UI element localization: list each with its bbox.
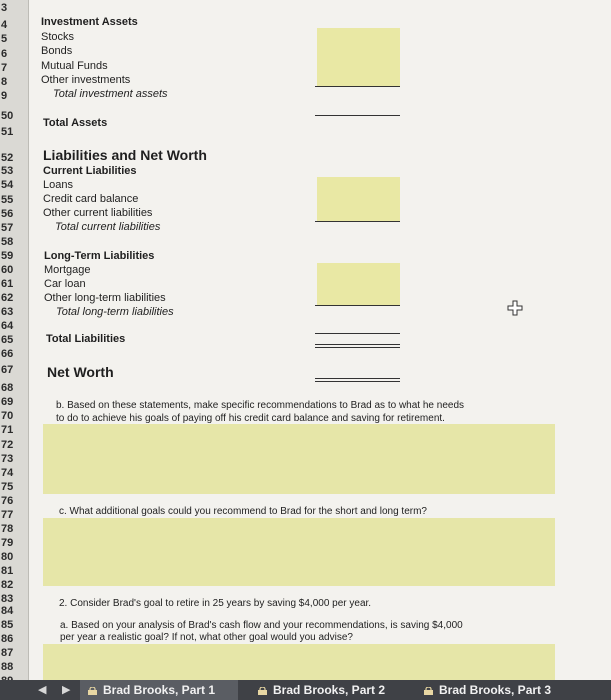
- row-number[interactable]: 53: [1, 165, 14, 177]
- other-current-label: Other current liabilities: [43, 207, 153, 219]
- row-number[interactable]: 76: [1, 495, 14, 507]
- row-number[interactable]: 67: [1, 364, 14, 376]
- row-number[interactable]: 61: [1, 278, 14, 290]
- longterm-subtotal-line: [315, 305, 400, 306]
- row-number[interactable]: 9: [1, 90, 8, 102]
- credit-card-label: Credit card balance: [43, 193, 139, 205]
- row-number[interactable]: 68: [1, 382, 14, 394]
- row-number[interactable]: 50: [1, 110, 14, 122]
- cell-cursor-icon: [507, 300, 523, 316]
- row-number[interactable]: 65: [1, 334, 14, 346]
- row-header: [0, 0, 29, 680]
- tab-part-2-label: Brad Brooks, Part 2: [273, 683, 386, 697]
- row-number[interactable]: 6: [1, 48, 8, 60]
- prev-sheet-icon[interactable]: ◀: [38, 684, 47, 696]
- row-number[interactable]: 86: [1, 633, 14, 645]
- answer-b-box[interactable]: [43, 424, 555, 494]
- question-2a-line1: a. Based on your analysis of Brad's cash flow and your recommendations, is saving $4,000: [60, 620, 463, 631]
- answer-2a-box[interactable]: [43, 644, 555, 680]
- tab-part-3[interactable]: [424, 680, 574, 700]
- total-assets-line: [315, 115, 400, 116]
- stocks-label: Stocks: [41, 31, 75, 43]
- row-number[interactable]: 3: [1, 2, 8, 14]
- row-number[interactable]: 80: [1, 551, 14, 563]
- row-number[interactable]: 70: [1, 410, 14, 422]
- current-liabilities-input-cells[interactable]: [317, 177, 400, 221]
- question-b-line2: to do to achieve his goals of paying off his credit card balance and saving for retirement.: [56, 413, 445, 424]
- row-number[interactable]: 66: [1, 348, 14, 360]
- total-liabilities-line-top: [315, 333, 400, 334]
- row-number[interactable]: 72: [1, 439, 14, 451]
- net-worth-heading: Net Worth: [47, 364, 114, 380]
- row-number[interactable]: 83: [1, 593, 14, 605]
- next-sheet-icon[interactable]: ▶: [62, 684, 71, 696]
- row-number[interactable]: 88: [1, 661, 14, 673]
- total-liabilities-label: Total Liabilities: [46, 333, 126, 345]
- row-number[interactable]: 84: [1, 605, 14, 617]
- row-number[interactable]: 54: [1, 179, 14, 191]
- row-number[interactable]: 58: [1, 236, 14, 248]
- mutual-funds-label: Mutual Funds: [41, 60, 108, 72]
- row-number[interactable]: 73: [1, 453, 14, 465]
- row-number[interactable]: 69: [1, 396, 14, 408]
- row-number[interactable]: 75: [1, 481, 14, 493]
- row-number[interactable]: 8: [1, 76, 8, 88]
- row-number[interactable]: 62: [1, 292, 14, 304]
- mortgage-label: Mortgage: [44, 264, 91, 276]
- row-number[interactable]: 87: [1, 647, 14, 659]
- question-2: 2. Consider Brad's goal to retire in 25 years by saving $4,000 per year.: [59, 598, 372, 609]
- car-loan-label: Car loan: [44, 278, 86, 290]
- total-longterm-label: Total long-term liabilities: [56, 306, 174, 318]
- spreadsheet-grid[interactable]: [29, 0, 611, 680]
- row-number[interactable]: 5: [1, 33, 8, 45]
- investment-input-cells[interactable]: [317, 28, 400, 86]
- row-number[interactable]: 60: [1, 264, 14, 276]
- row-number[interactable]: 74: [1, 467, 14, 479]
- row-number[interactable]: 64: [1, 320, 14, 332]
- other-investments-label: Other investments: [41, 74, 131, 86]
- investment-subtotal-line: [315, 86, 400, 87]
- row-number[interactable]: 71: [1, 424, 14, 436]
- liabilities-heading: Liabilities and Net Worth: [43, 147, 207, 163]
- bonds-label: Bonds: [41, 45, 73, 57]
- total-assets-label: Total Assets: [43, 117, 108, 129]
- row-number[interactable]: 57: [1, 222, 14, 234]
- long-term-heading: Long-Term Liabilities: [44, 250, 155, 262]
- total-current-label: Total current liabilities: [55, 221, 161, 233]
- row-number[interactable]: 52: [1, 152, 14, 164]
- longterm-input-cells[interactable]: [317, 263, 400, 305]
- lock-icon: [88, 687, 97, 695]
- current-liabilities-heading: Current Liabilities: [43, 165, 137, 177]
- sheet-tab-bar: [0, 680, 611, 700]
- loans-label: Loans: [43, 179, 73, 191]
- row-number[interactable]: 55: [1, 194, 14, 206]
- total-investment-label: Total investment assets: [53, 88, 168, 100]
- row-number[interactable]: 85: [1, 619, 14, 631]
- row-number[interactable]: 59: [1, 250, 14, 262]
- net-worth-line: [315, 378, 400, 379]
- row-number[interactable]: 63: [1, 306, 14, 318]
- row-number[interactable]: 81: [1, 565, 14, 577]
- other-longterm-label: Other long-term liabilities: [44, 292, 166, 304]
- tab-part-3-label: Brad Brooks, Part 3: [439, 683, 552, 697]
- net-worth-line-double: [315, 381, 400, 382]
- total-liabilities-line-mid: [315, 344, 400, 345]
- tab-part-2[interactable]: [258, 680, 408, 700]
- row-number[interactable]: 78: [1, 523, 14, 535]
- row-number[interactable]: 56: [1, 208, 14, 220]
- row-number[interactable]: 4: [1, 19, 8, 31]
- question-2a-line2: per year a realistic goal? If not, what other goal would you advise?: [60, 632, 353, 643]
- question-b-line1: b. Based on these statements, make specific recommendations to Brad as to what he needs: [56, 400, 465, 411]
- row-number[interactable]: 79: [1, 537, 14, 549]
- current-subtotal-line: [315, 221, 400, 222]
- question-c: c. What additional goals could you recommend to Brad for the short and long term?: [59, 506, 427, 517]
- row-number[interactable]: 77: [1, 509, 14, 521]
- tab-part-1[interactable]: [80, 680, 238, 700]
- lock-icon: [258, 687, 267, 695]
- row-number[interactable]: 7: [1, 62, 8, 74]
- total-liabilities-line-double: [315, 347, 400, 348]
- row-number[interactable]: 82: [1, 579, 14, 591]
- row-number[interactable]: 51: [1, 126, 14, 138]
- answer-c-box[interactable]: [43, 518, 555, 586]
- investment-assets-heading: Investment Assets: [41, 16, 138, 28]
- lock-icon: [424, 687, 433, 695]
- tab-part-1-label: Brad Brooks, Part 1: [103, 683, 216, 697]
